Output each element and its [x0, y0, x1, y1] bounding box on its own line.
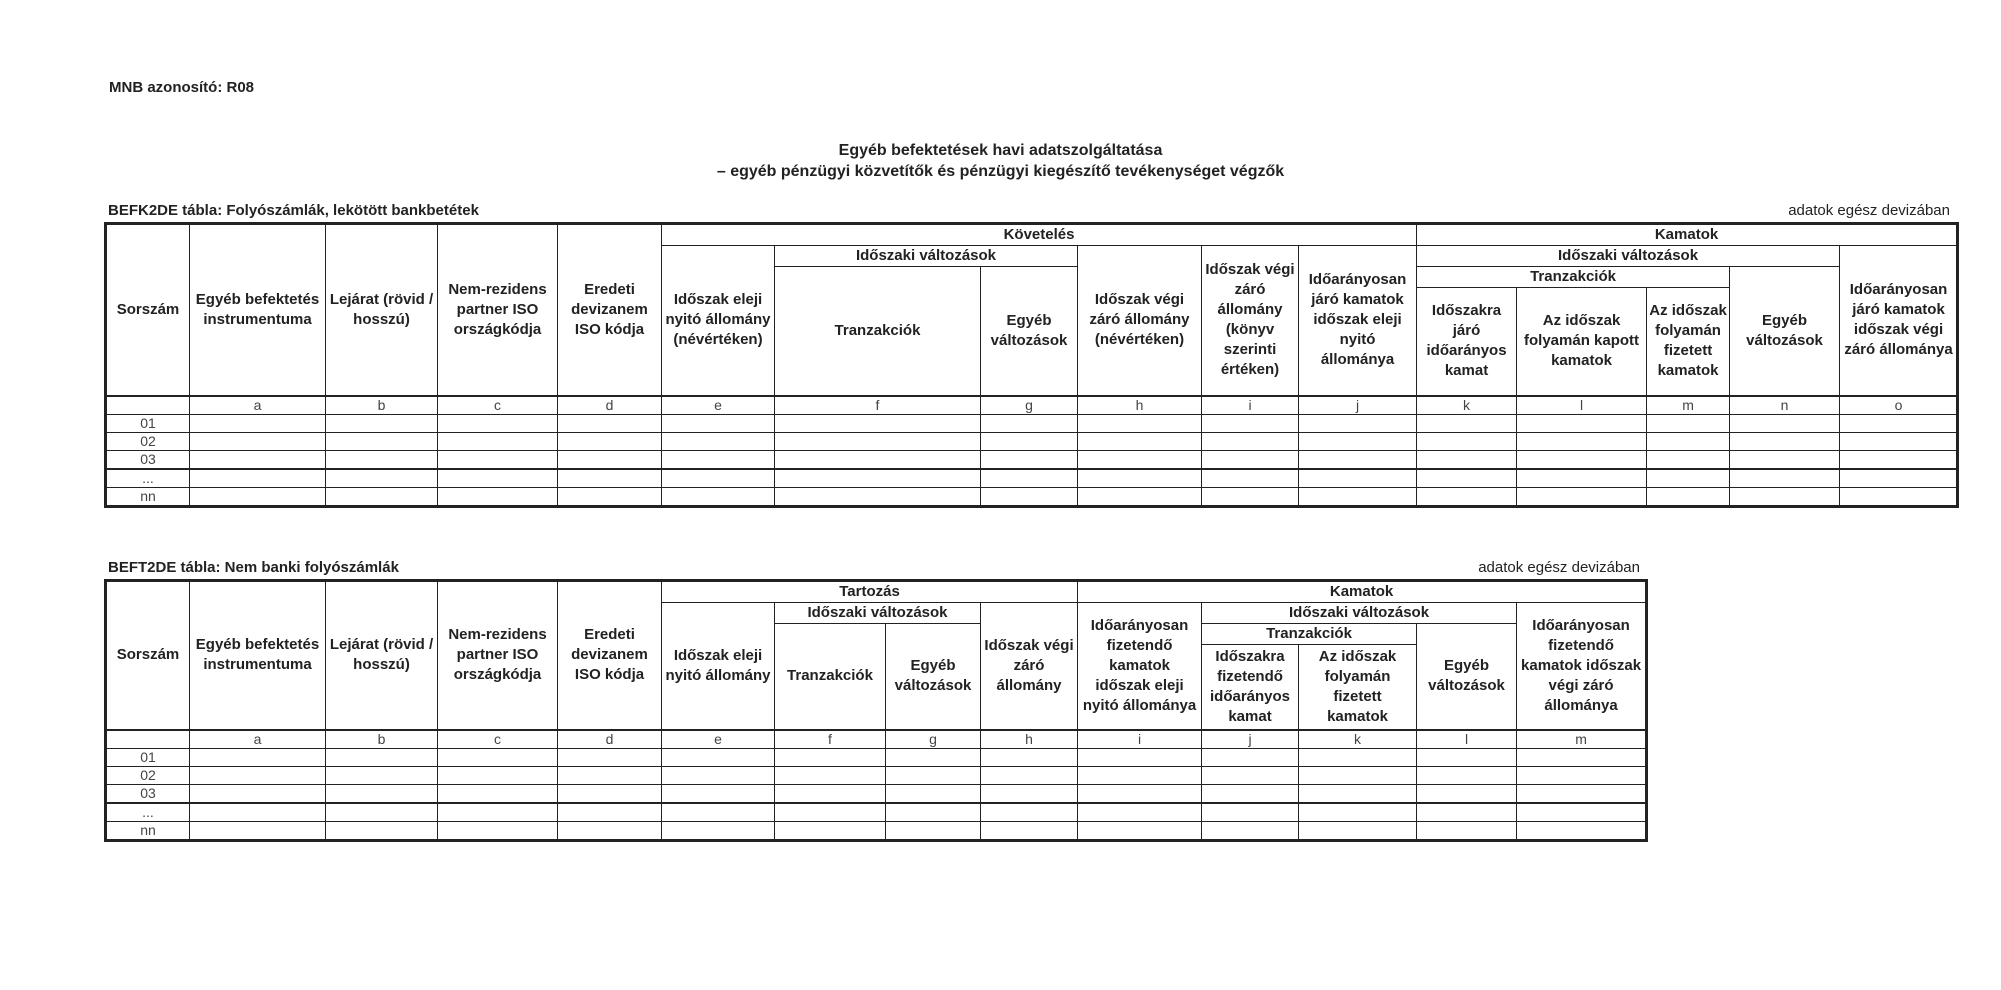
- data-cell: [662, 432, 775, 450]
- t2-column-letter: d: [558, 730, 662, 749]
- t2-column-letter: f: [775, 730, 886, 749]
- data-cell: [1299, 432, 1417, 450]
- data-cell: [662, 821, 775, 840]
- data-cell: [190, 821, 326, 840]
- data-cell: [775, 487, 981, 506]
- data-cell: [981, 821, 1078, 840]
- data-cell: [981, 784, 1078, 803]
- data-cell: [326, 450, 438, 469]
- row-number: 03: [106, 784, 190, 803]
- row-number: 02: [106, 432, 190, 450]
- data-cell: [1202, 803, 1299, 822]
- t1-column-letter: d: [558, 396, 662, 415]
- t2-header-int-other: Egyéb változások: [1417, 624, 1517, 730]
- data-cell: [662, 487, 775, 506]
- data-cell: [1647, 432, 1730, 450]
- t2-column-letter: b: [326, 730, 438, 749]
- data-cell: [775, 784, 886, 803]
- t2-column-letter: j: [1202, 730, 1299, 749]
- t2-header-int-closing: Időarányosan fizetendő kamatok időszak végi záró állománya: [1517, 603, 1647, 730]
- data-cell: [190, 766, 326, 784]
- data-cell: [438, 414, 558, 432]
- data-cell: [190, 748, 326, 766]
- data-cell: [886, 784, 981, 803]
- t2-header-int-paid: Az időszak folyamán fizetett kamatok: [1299, 645, 1417, 730]
- row-number: ...: [106, 469, 190, 488]
- data-cell: [1078, 432, 1202, 450]
- t1-header-int-closing: Időarányosan járó kamatok időszak végi záró állománya: [1840, 246, 1958, 396]
- data-cell: [1202, 784, 1299, 803]
- data-cell: [1840, 414, 1958, 432]
- t1-sub-int-transactions: Tranzakciók: [1417, 267, 1730, 288]
- data-cell: [1202, 766, 1299, 784]
- table-row: [106, 432, 1958, 450]
- data-cell: [886, 803, 981, 822]
- data-cell: [1647, 487, 1730, 506]
- data-cell: [326, 414, 438, 432]
- t1-column-letter: c: [438, 396, 558, 415]
- data-cell: [1517, 803, 1647, 822]
- data-cell: [1730, 432, 1840, 450]
- t1-header-other-changes: Egyéb változások: [981, 267, 1078, 396]
- data-cell: [1417, 821, 1517, 840]
- t1-header-int-other: Egyéb változások: [1730, 267, 1840, 396]
- data-cell: [558, 487, 662, 506]
- data-cell: [775, 450, 981, 469]
- data-cell: [326, 748, 438, 766]
- row-number: 01: [106, 748, 190, 766]
- t1-sub-int-changes: Időszaki változások: [1417, 246, 1840, 267]
- table1-unit-note: adatok egész devizában: [1788, 202, 1950, 219]
- data-cell: [1202, 487, 1299, 506]
- data-cell: [1078, 469, 1202, 488]
- t2-header-currency: Eredeti devizanem ISO kódja: [558, 581, 662, 730]
- data-cell: [326, 766, 438, 784]
- t2-letter-blank: [106, 730, 190, 749]
- data-cell: [1647, 450, 1730, 469]
- data-cell: [775, 414, 981, 432]
- data-cell: [1202, 414, 1299, 432]
- t1-column-letter: g: [981, 396, 1078, 415]
- t1-sub-changes: Időszaki változások: [775, 246, 1078, 267]
- data-cell: [1417, 784, 1517, 803]
- data-cell: [438, 450, 558, 469]
- t1-header-closing-book: Időszak végi záró állomány (könyv szerinti értéken): [1202, 246, 1299, 396]
- data-cell: [1417, 432, 1517, 450]
- data-cell: [662, 784, 775, 803]
- data-cell: [886, 748, 981, 766]
- table-row: [106, 748, 1647, 766]
- t1-column-letter: i: [1202, 396, 1299, 415]
- report-title-line-1: Egyéb befektetések havi adatszolgáltatása: [838, 142, 1163, 159]
- t1-column-letter: f: [775, 396, 981, 415]
- data-cell: [438, 748, 558, 766]
- data-cell: [662, 766, 775, 784]
- t1-header-int-paid: Az időszak folyamán fizetett kamatok: [1647, 288, 1730, 396]
- row-number: nn: [106, 487, 190, 506]
- t2-column-letter: m: [1517, 730, 1647, 749]
- data-cell: [438, 432, 558, 450]
- row-number: nn: [106, 821, 190, 840]
- t1-column-letter: e: [662, 396, 775, 415]
- data-cell: [1840, 469, 1958, 488]
- t1-header-instrument: Egyéb befektetés instrumentuma: [190, 224, 326, 396]
- t1-header-currency: Eredeti devizanem ISO kódja: [558, 224, 662, 396]
- t1-column-letter: b: [326, 396, 438, 415]
- t2-header-other-changes: Egyéb változások: [886, 624, 981, 730]
- data-cell: [775, 803, 886, 822]
- data-cell: [1078, 414, 1202, 432]
- data-cell: [438, 821, 558, 840]
- t2-column-letter: a: [190, 730, 326, 749]
- t1-column-letter: j: [1299, 396, 1417, 415]
- data-cell: [981, 748, 1078, 766]
- data-cell: [981, 766, 1078, 784]
- data-cell: [662, 414, 775, 432]
- data-cell: [775, 432, 981, 450]
- data-cell: [662, 469, 775, 488]
- data-cell: [1647, 469, 1730, 488]
- data-cell: [981, 450, 1078, 469]
- t2-sub-changes: Időszaki változások: [775, 603, 981, 624]
- report-title: [0, 140, 2001, 182]
- data-cell: [1517, 414, 1647, 432]
- t1-header-closing-nominal: Időszak végi záró állomány (névértéken): [1078, 246, 1202, 396]
- table-row: [106, 821, 1647, 840]
- t2-group-interest: Kamatok: [1078, 581, 1647, 603]
- t2-sub-int-transactions: Tranzakciók: [1202, 624, 1417, 645]
- t1-header-int-opening: Időarányosan járó kamatok időszak eleji nyitó állománya: [1299, 246, 1417, 396]
- t2-header-maturity: Lejárat (rövid / hosszú): [326, 581, 438, 730]
- data-cell: [326, 487, 438, 506]
- t2-group-liability: Tartozás: [662, 581, 1078, 603]
- data-cell: [1517, 821, 1647, 840]
- t2-header-opening: Időszak eleji nyitó állomány: [662, 603, 775, 730]
- table-row: [106, 469, 1958, 488]
- data-cell: [1202, 450, 1299, 469]
- data-cell: [775, 748, 886, 766]
- data-cell: [1517, 748, 1647, 766]
- data-cell: [558, 821, 662, 840]
- data-cell: [1299, 450, 1417, 469]
- data-cell: [1417, 469, 1517, 488]
- t1-column-letter: h: [1078, 396, 1202, 415]
- data-cell: [190, 803, 326, 822]
- data-cell: [1078, 803, 1202, 822]
- data-cell: [1078, 748, 1202, 766]
- table-row: [106, 487, 1958, 506]
- row-number: 03: [106, 450, 190, 469]
- t2-header-transactions: Tranzakciók: [775, 624, 886, 730]
- row-number: 02: [106, 766, 190, 784]
- t2-header-partner-country: Nem-rezidens partner ISO országkódja: [438, 581, 558, 730]
- table1-grid: [104, 222, 1959, 508]
- data-cell: [438, 784, 558, 803]
- data-cell: [438, 766, 558, 784]
- data-cell: [1299, 821, 1417, 840]
- data-cell: [775, 766, 886, 784]
- data-cell: [1647, 414, 1730, 432]
- data-cell: [326, 469, 438, 488]
- data-cell: [326, 821, 438, 840]
- data-cell: [1730, 414, 1840, 432]
- data-cell: [190, 487, 326, 506]
- data-cell: [1078, 821, 1202, 840]
- table1-caption: BEFK2DE tábla: Folyószámlák, lekötött bankbetétek: [108, 202, 479, 219]
- data-cell: [1517, 432, 1647, 450]
- data-cell: [775, 821, 886, 840]
- t2-column-letter: c: [438, 730, 558, 749]
- data-cell: [190, 784, 326, 803]
- t2-header-int-opening: Időarányosan fizetendő kamatok időszak eleji nyitó állománya: [1078, 603, 1202, 730]
- data-cell: [1417, 414, 1517, 432]
- data-cell: [886, 821, 981, 840]
- data-cell: [1730, 450, 1840, 469]
- t2-header-int-payable: Időszakra fizetendő időarányos kamat: [1202, 645, 1299, 730]
- data-cell: [1299, 469, 1417, 488]
- t2-column-letter: k: [1299, 730, 1417, 749]
- table2-unit-note: adatok egész devizában: [1478, 559, 1640, 576]
- t1-header-transactions: Tranzakciók: [775, 267, 981, 396]
- data-cell: [662, 748, 775, 766]
- data-cell: [1299, 414, 1417, 432]
- t1-column-letter: n: [1730, 396, 1840, 415]
- data-cell: [438, 469, 558, 488]
- data-cell: [662, 803, 775, 822]
- data-cell: [1517, 766, 1647, 784]
- data-cell: [1417, 766, 1517, 784]
- t1-header-maturity: Lejárat (rövid / hosszú): [326, 224, 438, 396]
- data-cell: [1299, 803, 1417, 822]
- t2-header-closing: Időszak végi záró állomány: [981, 603, 1078, 730]
- t1-column-letter: a: [190, 396, 326, 415]
- data-cell: [1417, 487, 1517, 506]
- t1-group-interest: Kamatok: [1417, 224, 1958, 246]
- data-cell: [981, 432, 1078, 450]
- data-cell: [1299, 784, 1417, 803]
- t1-column-letter: m: [1647, 396, 1730, 415]
- t1-header-sorszam: Sorszám: [106, 224, 190, 396]
- data-cell: [326, 432, 438, 450]
- data-cell: [558, 469, 662, 488]
- t1-header-int-received: Az időszak folyamán kapott kamatok: [1517, 288, 1647, 396]
- data-cell: [1078, 487, 1202, 506]
- t2-header-instrument: Egyéb befektetés instrumentuma: [190, 581, 326, 730]
- data-cell: [558, 432, 662, 450]
- table-row: [106, 450, 1958, 469]
- data-cell: [1517, 487, 1647, 506]
- t1-header-int-accrued: Időszakra járó időarányos kamat: [1417, 288, 1517, 396]
- data-cell: [1202, 821, 1299, 840]
- data-cell: [1078, 766, 1202, 784]
- data-cell: [1730, 469, 1840, 488]
- t2-sub-int-changes: Időszaki változások: [1202, 603, 1517, 624]
- data-cell: [1517, 784, 1647, 803]
- data-cell: [1517, 469, 1647, 488]
- data-cell: [1840, 432, 1958, 450]
- t1-letter-blank: [106, 396, 190, 415]
- mnb-identifier: MNB azonosító: R08: [109, 79, 255, 96]
- row-number: 01: [106, 414, 190, 432]
- t2-column-letter: g: [886, 730, 981, 749]
- data-cell: [1730, 487, 1840, 506]
- data-cell: [558, 450, 662, 469]
- table2-grid: [104, 579, 1648, 842]
- data-cell: [190, 469, 326, 488]
- data-cell: [1202, 748, 1299, 766]
- t2-column-letter: i: [1078, 730, 1202, 749]
- t1-column-letter: o: [1840, 396, 1958, 415]
- data-cell: [1517, 450, 1647, 469]
- data-cell: [326, 784, 438, 803]
- t1-header-opening: Időszak eleji nyitó állomány (névértéken): [662, 246, 775, 396]
- data-cell: [1417, 803, 1517, 822]
- data-cell: [981, 803, 1078, 822]
- data-cell: [190, 414, 326, 432]
- data-cell: [558, 414, 662, 432]
- data-cell: [326, 803, 438, 822]
- table-row: [106, 803, 1647, 822]
- table-row: [106, 414, 1958, 432]
- data-cell: [558, 766, 662, 784]
- t1-column-letter: l: [1517, 396, 1647, 415]
- data-cell: [1078, 450, 1202, 469]
- data-cell: [981, 414, 1078, 432]
- table2-caption: BEFT2DE tábla: Nem banki folyószámlák: [108, 559, 399, 576]
- data-cell: [981, 487, 1078, 506]
- data-cell: [438, 803, 558, 822]
- data-cell: [1299, 487, 1417, 506]
- t1-header-partner-country: Nem-rezidens partner ISO országkódja: [438, 224, 558, 396]
- data-cell: [981, 469, 1078, 488]
- t2-column-letter: l: [1417, 730, 1517, 749]
- data-cell: [662, 450, 775, 469]
- data-cell: [1202, 432, 1299, 450]
- data-cell: [190, 450, 326, 469]
- row-number: ...: [106, 803, 190, 822]
- data-cell: [190, 432, 326, 450]
- data-cell: [558, 803, 662, 822]
- data-cell: [1078, 784, 1202, 803]
- data-cell: [1202, 469, 1299, 488]
- data-cell: [558, 784, 662, 803]
- data-cell: [775, 469, 981, 488]
- data-cell: [558, 748, 662, 766]
- data-cell: [1840, 450, 1958, 469]
- t1-group-claim: Követelés: [662, 224, 1417, 246]
- data-cell: [1417, 748, 1517, 766]
- table-row: [106, 784, 1647, 803]
- data-cell: [1299, 766, 1417, 784]
- t1-column-letter: k: [1417, 396, 1517, 415]
- data-cell: [1840, 487, 1958, 506]
- t2-column-letter: e: [662, 730, 775, 749]
- t2-header-sorszam: Sorszám: [106, 581, 190, 730]
- report-title-line-2: – egyéb pénzügyi közvetítők és pénzügyi kiegészítő tevékenységet végzők: [716, 163, 1285, 180]
- data-cell: [1417, 450, 1517, 469]
- data-cell: [438, 487, 558, 506]
- data-cell: [886, 766, 981, 784]
- t2-column-letter: h: [981, 730, 1078, 749]
- data-cell: [1299, 748, 1417, 766]
- table-row: [106, 766, 1647, 784]
